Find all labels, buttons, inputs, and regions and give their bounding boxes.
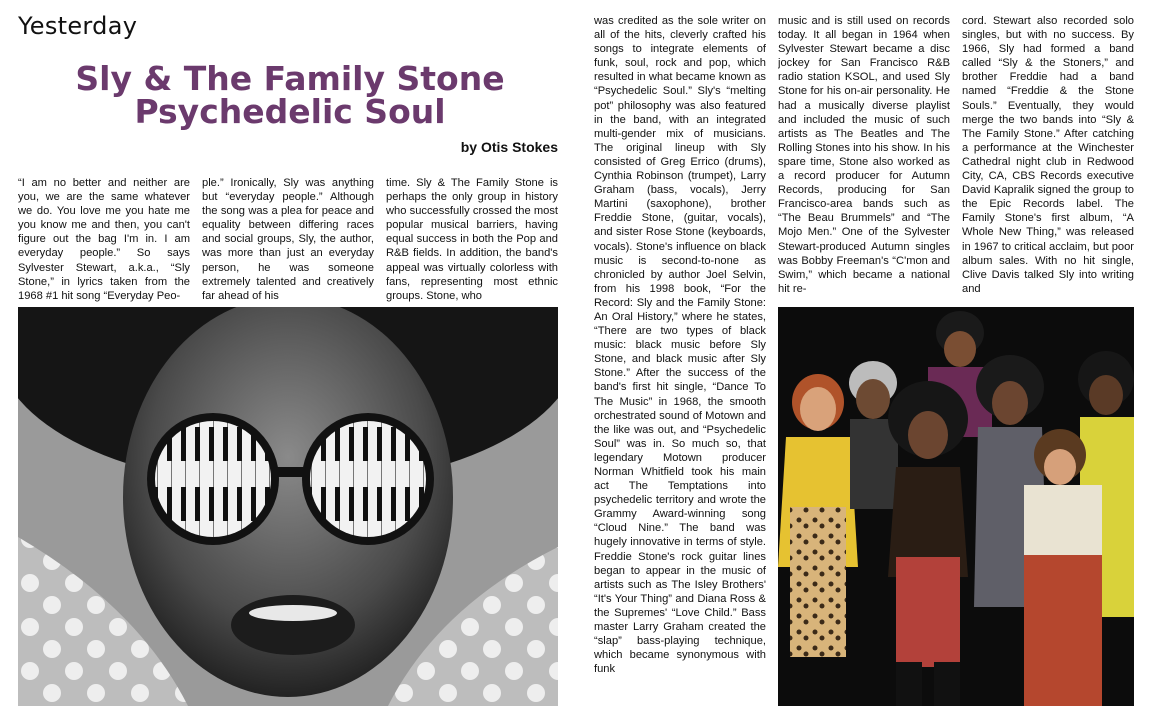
section-label: Yesterday (18, 12, 138, 40)
portrait-photo (18, 307, 558, 706)
column-6: cord. Stewart also recorded solo singles, but with no success. By 1966, Sly had formed a band called “Sly & the Stoners,” and brother Freddie had a band named “Freddie & the Stone Souls.” Eventually, they would merge the two bands into “Sly & The Family Stone.” After catching a performance at the Winchester Cathedral night club in Redwood City, CA, CBS Records executive David Kapralik signed the group to the Epic Records label. The Family Stone's first album, “A Whole New Thing,” was released in 1967 to critical acclaim, but poor album sales. With no hit single, Clive Davis talked Sly into writing and (962, 15, 1134, 295)
band-photo (778, 307, 1134, 706)
column-2: ple.” Ironically, Sly was anything but “everyday people.” Although the song was a plea for peace and equality between differing races and social groups, Sly, the author, was more than just an everyday person, he was someone extremely talented and creatively far ahead of his (202, 177, 374, 302)
column-5: music and is still used on records today. It all began in 1964 when Sylvester Stewart became a disc jockey for San Francisco R&B radio station KSOL, and used Sly Stone for his on-air personality. He had a musically diverse playlist and included the music of such artists as The Beatles and The Rolling Stones into his show. In his spare time, Stone also worked as a record producer for Autumn Records, producing for San Francisco-area bands such as “The Beau Brummels” and “The Mojo Men.” One of the Sylvester Stewart-produced Autumn singles was Bobby Freeman's “C'mon and Swim,” which became a national hit re- (778, 15, 950, 295)
byline: by Otis Stokes (460, 139, 558, 155)
column-4: was credited as the sole writer on all of the hits, cleverly crafted his songs to integrate elements of funk, soul, rock and pop, which resulted in what became known as “Psychedelic Soul.” Sly's “melting pot” philosophy was also featured in the band, with an integrated multi-gender mix of musicians. The original lineup with Sly consisted of Greg Errico (drums), Cynthia Robinson (trumpet), Larry Graham (bass, vocals), Jerry Martini (saxophone), brother Freddie Stone, (guitar, vocals), and sister Rose Stone (keyboards, vocals). Stone's influence on black music is second-to-none as chronicled by author Joel Selvin, from his 1998 book, “For the Record: Sly and the Family Stone: An Oral History,” where he states, “There are two types of black music: black music before Sly Stone, and black music after Sly Stone.” After the success of the band's first hit single, “Dance To The Music” in 1968, the smooth orchestrated sound of Motown and the like was out, and “Psychedelic Soul” was in. So much so, that legendary Motown producer Norman Whitfield took his main act The Temptations into psychedelic territory and wrote the Grammy Award-winning song “Cloud Nine.” The band was hugely innovative in terms of style. Freddie Stone's rock guitar lines began to appear in the music of artists such as The Isley Brothers' “It's Your Thing” and Diana Ross & the Supremes' “Love Child.” Bass master Larry Graham created the “slap” bass-playing technique, which became synonymous with funk (594, 15, 766, 676)
headline-line-2: Psychedelic Soul (134, 92, 446, 131)
column-3: time. Sly & The Family Stone is perhaps the only group in history who successfully crossed the most popular musical barriers, having equal success in both the Pop and R&B fields. In addition, the band's appeal was virtually colorless with fans, representing most ethnic groups. Stone, who (386, 177, 558, 302)
headline-line-1: Sly & The Family Stone (75, 59, 505, 98)
column-1: “I am no better and neither are you, we are the same whatever we do. You love me you hate me you know me and then, you can't figure out the bag I'm in. I am everyday people.” So says Sylvester Stewart, a.k.a., “Sly Stone,” in lyrics taken from the 1968 #1 hit song “Everyday Peo- (18, 177, 190, 302)
